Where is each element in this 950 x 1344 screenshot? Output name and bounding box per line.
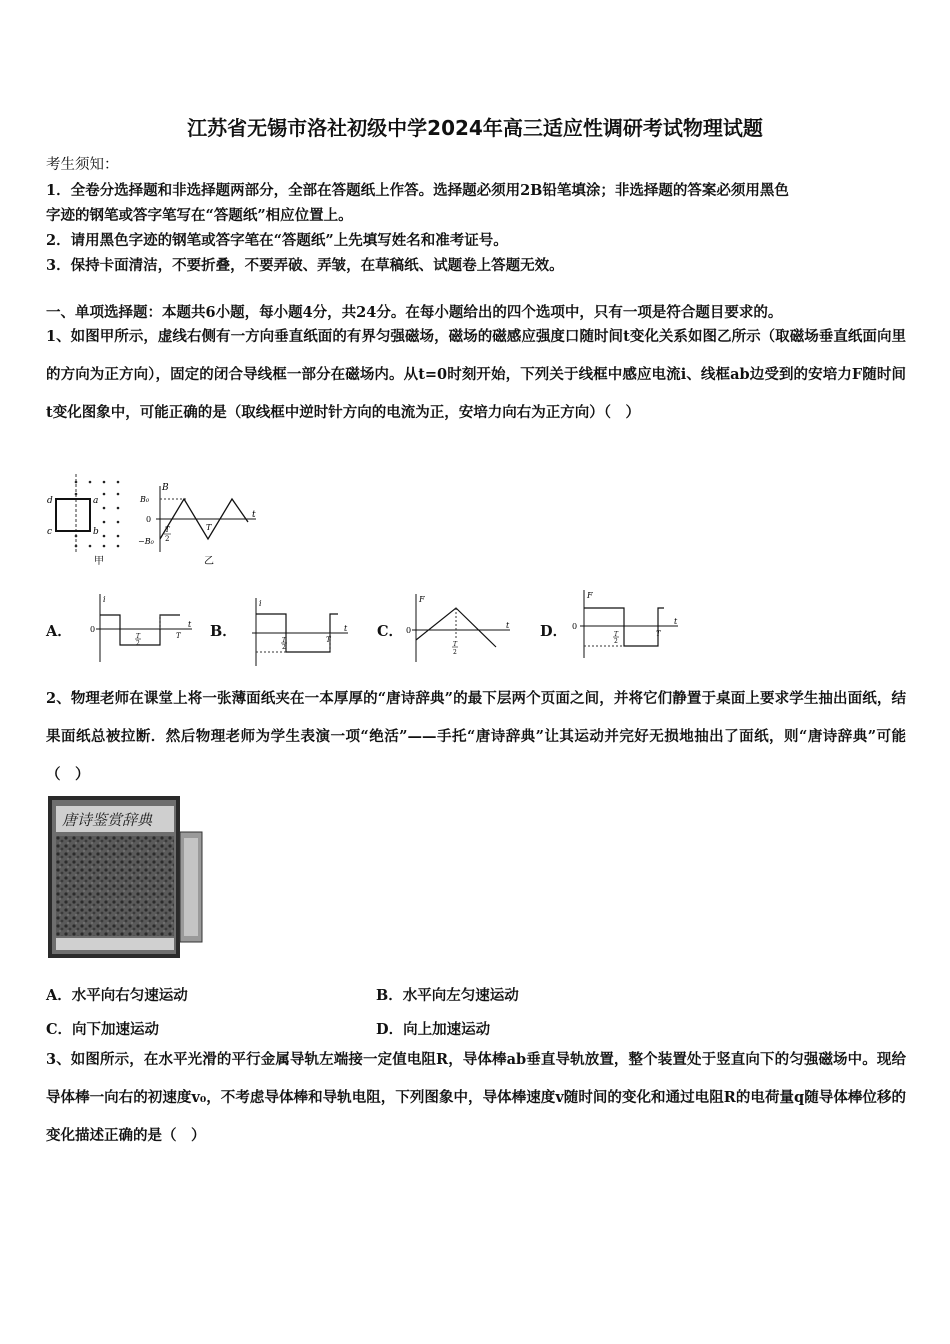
q1-option-b-graph[interactable] — [248, 596, 358, 668]
axis-B-label: B — [162, 483, 169, 493]
book-title: 唐诗鉴赏辞典 — [62, 811, 153, 829]
T-label: T — [206, 523, 212, 532]
origin-label: 0 — [90, 625, 96, 634]
half-T-num: T — [614, 631, 619, 638]
axis-i-label: i — [103, 595, 106, 604]
t-label: t — [344, 624, 348, 633]
page-title: 江苏省无锡市洛社初级中学2024年高三适应性调研考试物理试题 — [187, 116, 763, 140]
axis-i-label: i — [259, 599, 262, 608]
half-T-den: 2 — [614, 638, 618, 645]
q1-option-b-label[interactable]: B． — [210, 623, 237, 640]
notice-item-1-cont: 字迹的钢笔或答字笔写在“答题纸”相应位置上。 — [46, 207, 353, 224]
notice-item-3: 3．保持卡面清洁，不要折叠，不要弄破、弄皱，在草稿纸、试题卷上答题无效。 — [46, 257, 564, 274]
label-d: d — [47, 496, 53, 506]
origin-label: 0 — [572, 622, 578, 631]
origin-label: 0 — [146, 515, 152, 524]
half-T-num: T — [165, 526, 170, 534]
question-2-text: 2、物理老师在课堂上将一张薄面纸夹在一本厚厚的“唐诗辞典”的最下层两个页面之间，并将它们静置于桌面上要求学生抽出面纸，结果面纸总被拉断．然后物理老师为学生表演一项“绝活”——手托“唐诗辞典”让其运动并完好无损地抽出了面纸，则“唐诗辞典”可能（ ） — [46, 690, 906, 783]
q2-option-c[interactable]: C．向下加速运动 — [46, 1021, 160, 1038]
half-T-den: 2 — [136, 640, 140, 647]
axis-F-label: F — [587, 591, 593, 600]
label-c: c — [47, 527, 53, 537]
q1-option-d-label[interactable]: D． — [540, 623, 568, 640]
dictionary-book-photo — [48, 796, 204, 960]
t-label: t — [188, 620, 192, 629]
caption-jia: 甲 — [94, 556, 104, 566]
half-T-den: 2 — [165, 535, 170, 543]
half-T-den: 2 — [282, 644, 286, 651]
section-heading: 一、单项选择题：本题共6小题，每小题4分，共24分。在每小题给出的四个选项中，只有一项是符合题目要求的。 — [46, 304, 783, 321]
q1-option-c-graph[interactable] — [398, 592, 518, 664]
q2-option-d[interactable]: D．向上加速运动 — [376, 1021, 491, 1038]
notice-item-1: 1．全卷分选择题和非选择题两部分，全部在答题纸上作答。选择题必须用2B铅笔填涂；非选择题的答案必须用黑色 — [46, 182, 789, 199]
label-b: b — [93, 527, 99, 537]
label-a: a — [93, 496, 99, 506]
half-T-num: T — [282, 637, 287, 644]
T-label: T — [656, 630, 661, 638]
q2-option-b[interactable]: B．水平向左匀速运动 — [376, 987, 519, 1004]
T-label: T — [176, 632, 181, 640]
half-T-num: T — [453, 641, 458, 648]
caption-yi: 乙 — [204, 556, 214, 566]
half-T-den: 2 — [453, 649, 457, 656]
t-label: t — [506, 621, 510, 630]
notice-item-2: 2．请用黑色字迹的钢笔或答字笔在“答题纸”上先填写姓名和准考证号。 — [46, 232, 508, 249]
q2-option-a[interactable]: A．水平向右匀速运动 — [46, 987, 188, 1004]
figure-jia — [44, 474, 134, 566]
B0-label: B₀ — [140, 495, 150, 504]
wire-frame — [56, 499, 90, 531]
question-3-text: 3、如图所示，在水平光滑的平行金属导轨左端接一定值电阻R，导体棒ab垂直导轨放置，整个装置处于竖直向下的匀强磁场中。现给导体棒一向右的初速度v₀，不考虑导体棒和导轨电阻，下列图象中，导体棒速度v随时间的变化和通过电阻R的电荷量q随导体棒位移的变化描述正确的是（ ） — [46, 1051, 906, 1144]
notice-heading: 考生须知： — [46, 157, 119, 173]
q1-option-a-graph[interactable] — [88, 592, 198, 664]
figure-yi — [138, 480, 268, 566]
t-label: t — [252, 510, 256, 520]
current-graph — [100, 615, 180, 645]
T-label: T — [326, 636, 331, 644]
q1-option-a-label[interactable]: A． — [46, 623, 72, 640]
axis-F-label: F — [419, 595, 425, 604]
origin-label: 0 — [406, 626, 412, 635]
negB0-label: −B₀ — [138, 537, 154, 546]
q1-option-c-label[interactable]: C． — [377, 623, 404, 640]
q1-option-d-graph[interactable] — [568, 588, 688, 660]
force-graph — [584, 608, 664, 646]
half-T-num: T — [136, 633, 141, 640]
t-label: t — [674, 617, 678, 626]
magnetic-field-dots — [75, 481, 120, 548]
question-1-text: 1、如图甲所示，虚线右侧有一方向垂直纸面的有界匀强磁场，磁场的磁感应强度口随时间t变化关系如图乙所示（取磁场垂直纸面向里的方向为正方向），固定的闭合导线框一部分在磁场内。从t=0时刻开始，下列关于线框中感应电流i、线框ab边受到的安培力F随时间t变化图象中，可能正确的是（取线框中逆时针方向的电流为正，安培力向右为正方向）（ ） — [46, 328, 906, 421]
